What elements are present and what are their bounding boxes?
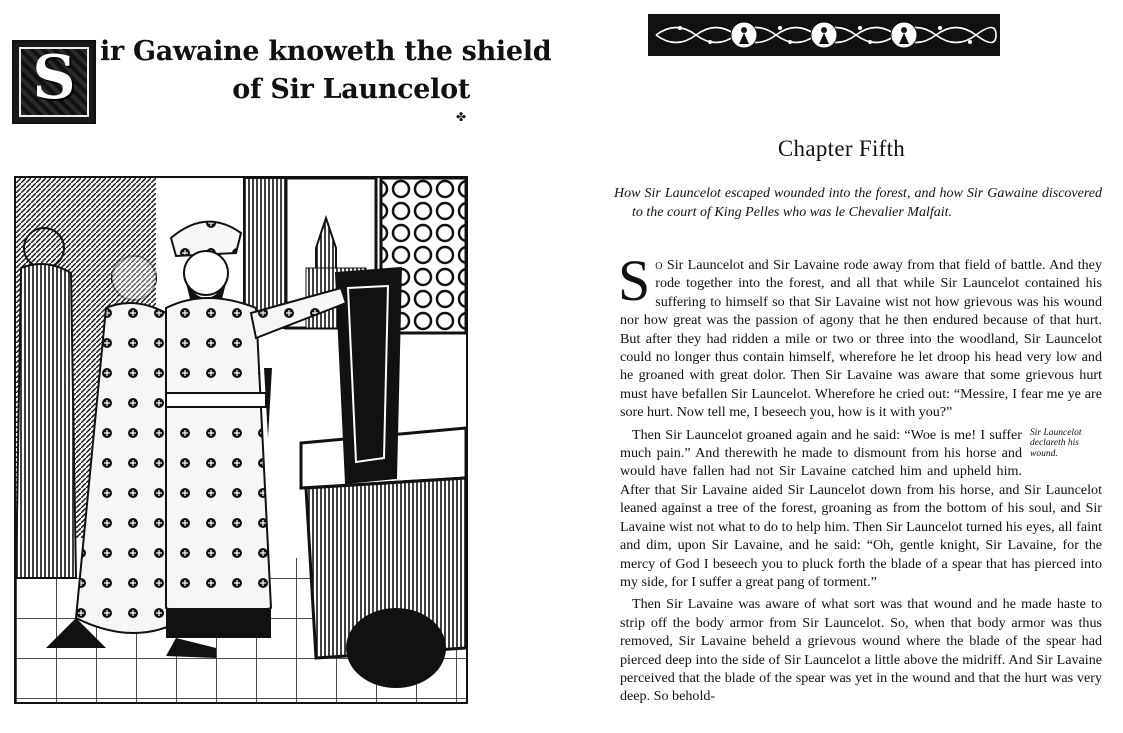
title-line-2: of Sir Launcelot bbox=[232, 74, 470, 105]
ornament-vine-icon bbox=[650, 16, 998, 54]
chapter-body bbox=[618, 248, 1102, 710]
chapter-summary: How Sir Launcelot escaped wounded into the forest, and how Sir Gawaine discovered to the court of King Pelles who was le Chevalier Malfait. bbox=[614, 186, 1102, 220]
right-page bbox=[560, 0, 1123, 733]
paragraph-1-text: Sir Launcelot and Sir Lavaine rode away from that field of battle. And they rode together into the forest, and all that while Sir Launcelot contained his suffering to himself so that Sir Lavaine wist not how grievous was his wound nor how great was the passion of agony that he then endured because of that hurt. But after they had ridden a mile or two or three into the woodland, Sir Launcelot could no longer thus contain himself, wherefore he let droop his head very low and he groaned with great dolor. Then Sir Lavaine was aware that some grievous hurt must have befallen Sir Launcelot. Wherefore he cried out: “Messire, I fear me ye are sore hurt. Now tell me, I beseech you, how is it with you?” bbox=[620, 257, 1102, 421]
title-initial-letter: S bbox=[32, 43, 76, 113]
paragraph-2 bbox=[620, 426, 1102, 592]
marginal-note: Sir Launcelot declareth his wound. bbox=[1030, 427, 1082, 459]
title-ornament-icon: ✤ bbox=[455, 110, 466, 124]
left-page bbox=[0, 0, 560, 733]
illustration-title bbox=[10, 30, 552, 124]
paragraph-3: Then Sir Lavaine was aware of what sort was that wound and he made haste to strip off the body armor from Sir Launcelot. So, when that body armor was thus removed, Sir Lavaine beheld a grievous wound where the blade of the spear had pierced deep into the side of Sir Launcelot a little above the midriff. And Sir Lavaine perceived that the blade of the spear was yet in the wound and that the hurt was very deep. So behold- bbox=[620, 596, 1102, 705]
illuminated-initial bbox=[12, 40, 96, 124]
paragraph-1-smallcaps: o bbox=[655, 257, 663, 273]
paragraph-2-text: Then Sir Launcelot groaned again and he said: “Woe is me! I suffer much pain.” And therewith he made to dismount from his horse and would have fallen had not Sir Lavaine catched him and upheld him. After that Sir Lavaine aided Sir Launcelot down from his horse, and Sir Launcelot leaned against a tree of the forest, groaning as from the bottom of his soul, and Sir Lavaine wist not what to do to help him. Then Sir Launcelot turned his eyes, all faint and dim, upon Sir Lavaine, and he said: “Oh, gentle knight, Sir Lavaine, for the mercy of God I beseech you to pluck forth the blade of a spear that has pierced into my side, for I suffer a great pang of torment.” bbox=[620, 426, 1102, 590]
paragraph-1 bbox=[618, 248, 1102, 422]
ornamental-headpiece bbox=[648, 14, 1000, 56]
title-line-1: ir Gawaine knoweth the shield bbox=[100, 36, 552, 67]
drop-cap: S bbox=[618, 248, 651, 313]
chapter-title: Chapter Fifth bbox=[777, 136, 906, 161]
engraving-figures-and-shield bbox=[16, 178, 466, 702]
illustration-plate bbox=[14, 176, 468, 704]
